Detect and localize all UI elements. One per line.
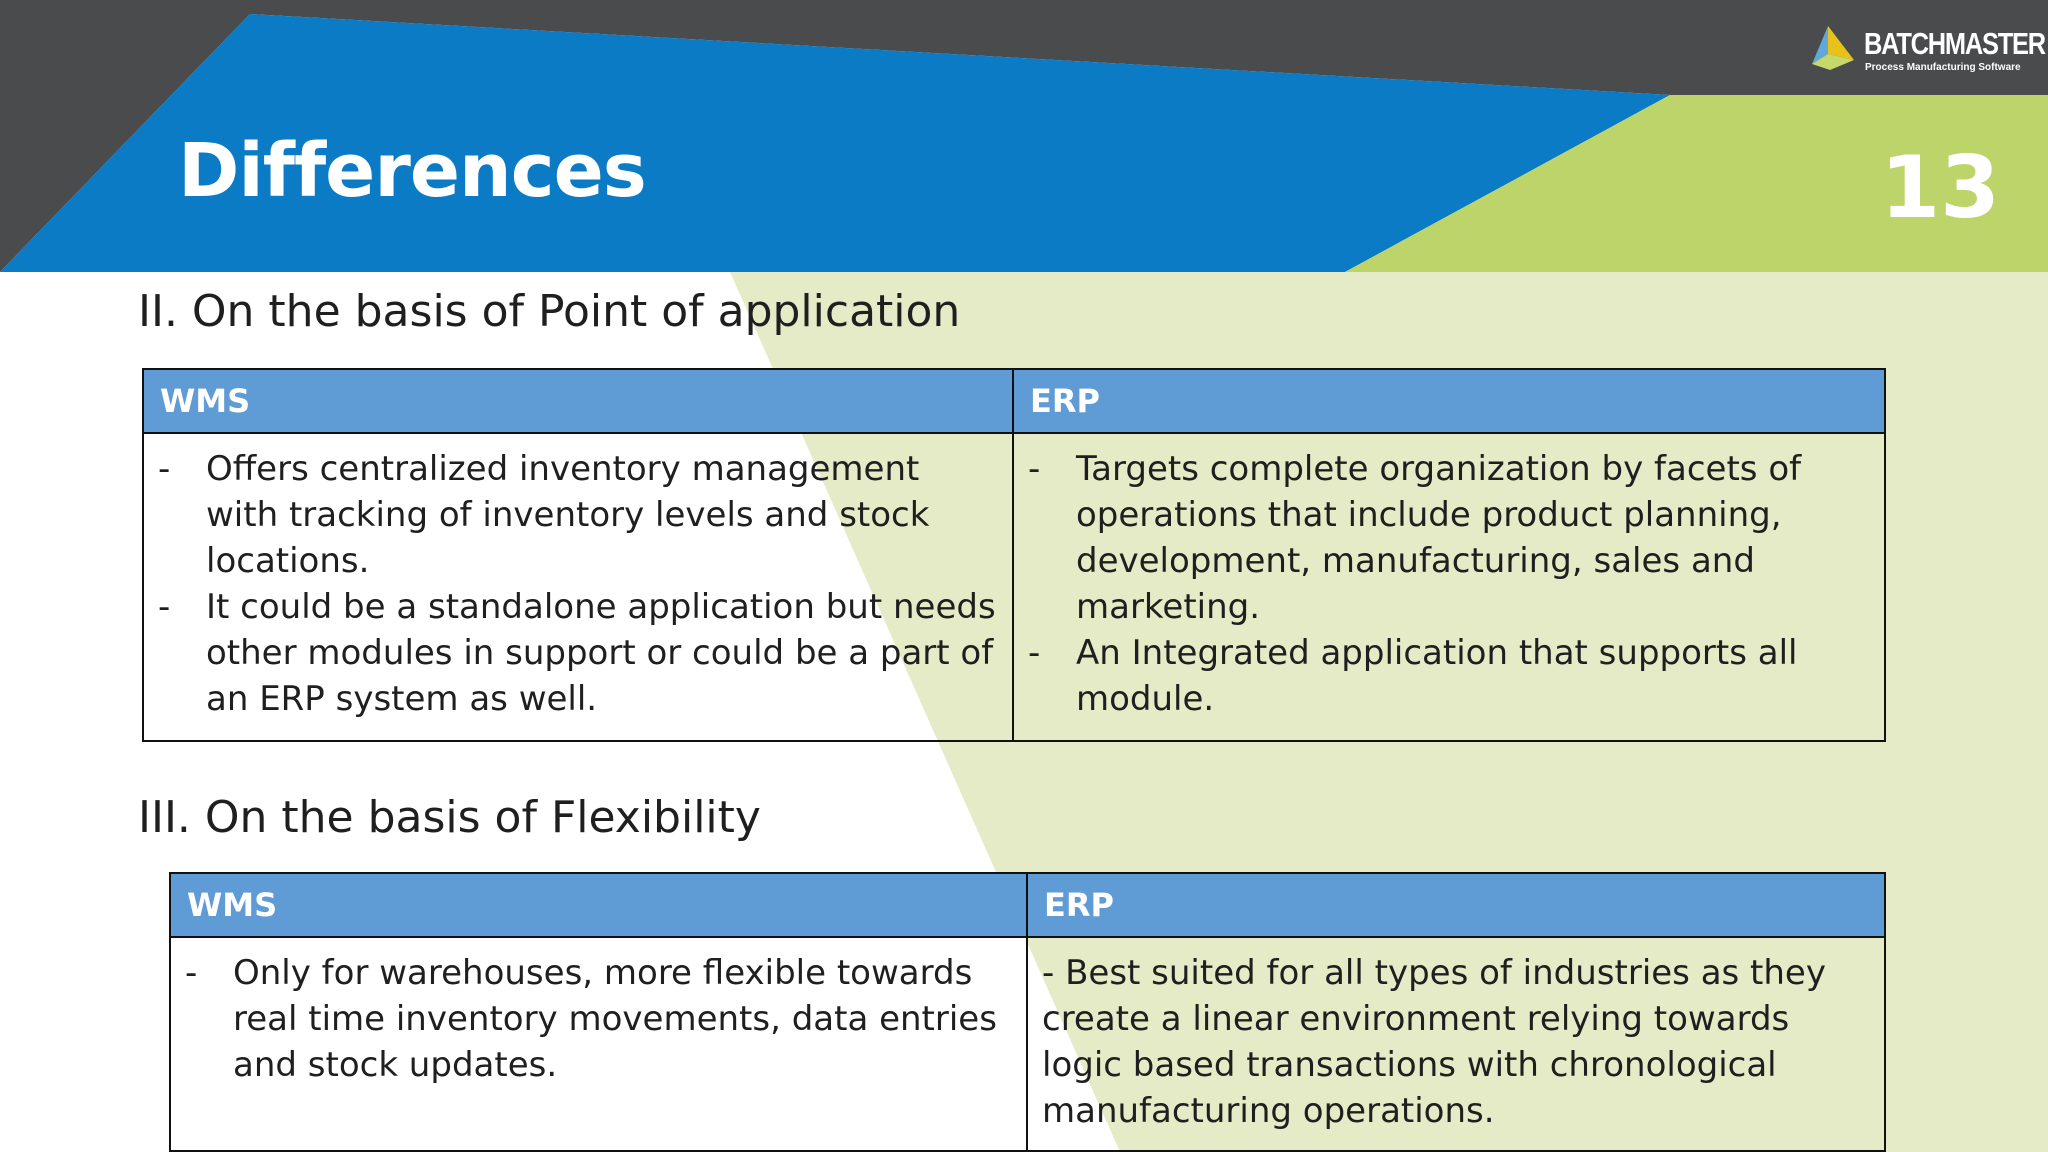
dash-bullet: - <box>1028 449 1041 489</box>
slide-number: 13 <box>1880 138 2000 238</box>
table-row <box>143 433 1885 741</box>
list-item <box>1028 630 1868 722</box>
column-header-erp: ERP <box>1027 873 1885 937</box>
brand-name: BATCHMASTER <box>1864 26 2045 61</box>
column-header-erp: ERP <box>1013 369 1885 433</box>
dash-bullet: - <box>158 449 171 489</box>
section-heading-point-of-application: II. On the basis of Point of application <box>138 286 961 337</box>
list-item <box>158 584 996 722</box>
comparison-table-point-of-application <box>142 368 1886 742</box>
erp-cell <box>1027 937 1885 1151</box>
list-item-text: Targets complete organization by facets of operations that include product planning, development, manufacturing, sales and marketing. <box>1076 449 1802 627</box>
list-item <box>1028 446 1868 630</box>
table-row <box>170 937 1885 1151</box>
wms-cell <box>170 937 1027 1151</box>
section-heading-flexibility: III. On the basis of Flexibility <box>138 792 761 843</box>
erp-cell <box>1013 433 1885 741</box>
erp-cell-text: - Best suited for all types of industries as they create a linear environment relying towards logic based transactions with chronological manufacturing operations. <box>1042 953 1826 1131</box>
list-item <box>158 446 996 584</box>
dash-bullet: - <box>158 587 171 627</box>
list-item-text: Offers centralized inventory management with tracking of inventory levels and stock locations. <box>206 449 930 581</box>
brand-tagline: Process Manufacturing Software <box>1865 62 2021 73</box>
list-item <box>185 950 1010 1088</box>
wms-list <box>185 950 1010 1088</box>
pyramid-logo-icon <box>1808 24 1858 72</box>
list-item-text: It could be a standalone application but needs other modules in support or could be a part of an ERP system as well. <box>206 587 996 719</box>
erp-list <box>1028 446 1868 722</box>
dash-bullet: - <box>185 953 198 993</box>
column-header-wms: WMS <box>170 873 1027 937</box>
dash-bullet: - <box>1028 633 1041 673</box>
wms-list <box>158 446 996 722</box>
batchmaster-logo <box>1808 24 2045 76</box>
list-item-text: An Integrated application that supports all module. <box>1076 633 1798 719</box>
column-header-wms: WMS <box>143 369 1013 433</box>
comparison-table-flexibility <box>169 872 1886 1152</box>
list-item-text: Only for warehouses, more flexible towards real time inventory movements, data entries and stock updates. <box>233 953 997 1085</box>
slide-title: Differences <box>178 128 646 214</box>
wms-cell <box>143 433 1013 741</box>
table-header-row <box>170 873 1885 937</box>
table-header-row <box>143 369 1885 433</box>
